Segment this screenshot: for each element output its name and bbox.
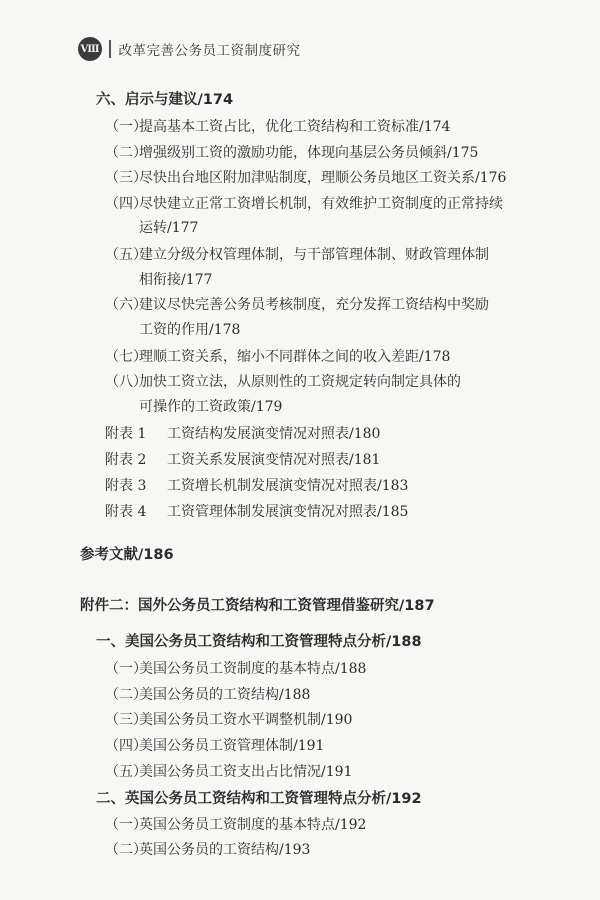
toc-item[interactable] [105,296,489,314]
toc-item-number: （五） [105,764,147,780]
toc-item-text: 美国公务员工资支出占比情况/191 [139,764,353,780]
table-label: 附表 2 [105,452,147,468]
toc-item-text: 美国公务员工资管理体制/191 [139,738,325,754]
toc-item[interactable] [105,144,478,162]
page-number-badge: Ⅷ [78,37,102,61]
toc-section-uk[interactable]: 二、英国公务员工资结构和工资管理特点分析/192 [96,791,422,807]
toc-item[interactable] [105,711,352,729]
toc-item-text: 美国公务员工资制度的基本特点/188 [139,661,367,677]
toc-item[interactable] [105,841,310,859]
toc-section-6[interactable]: 六、启示与建议/174 [96,92,234,108]
toc-item[interactable] [105,816,366,834]
toc-item-text: 理顺工资关系，缩小不同群体之间的收入差距/178 [139,349,451,365]
table-title: 工资结构发展演变情况对照表/180 [167,426,381,442]
toc-item-number: （一） [105,817,147,833]
toc-table-entry[interactable] [105,503,408,521]
toc-item-text: 建议尽快完善公务员考核制度，充分发挥工资结构中奖励 [139,297,489,313]
toc-item-continuation[interactable]: 可操作的工资政策/179 [139,399,283,415]
toc-item[interactable] [105,686,310,704]
toc-table-entry[interactable] [105,451,380,469]
toc-item-text: 美国公务员的工资结构/188 [139,687,311,703]
toc-appendix-2[interactable]: 附件二：国外公务员工资结构和工资管理借鉴研究/187 [80,598,435,614]
toc-item-text: 建立分级分权管理体制，与干部管理体制、财政管理体制 [139,247,489,263]
toc-table-entry[interactable] [105,477,408,495]
toc-item-number: （三） [105,712,147,728]
toc-item-number: （一） [105,119,147,135]
toc-item[interactable] [105,373,461,391]
toc-item-text: 英国公务员的工资结构/193 [139,842,311,858]
table-label: 附表 4 [105,504,147,520]
toc-item-number: （四） [105,738,147,754]
toc-item-number: （六） [105,297,147,313]
table-title: 工资管理体制发展演变情况对照表/185 [167,504,409,520]
toc-item-number: （四） [105,196,147,212]
toc-item-text: 英国公务员工资制度的基本特点/192 [139,817,367,833]
toc-item-text: 美国公务员工资水平调整机制/190 [139,712,353,728]
toc-item-continuation[interactable]: 工资的作用/178 [139,322,241,338]
toc-section-us[interactable]: 一、美国公务员工资结构和工资管理特点分析/188 [96,634,422,650]
toc-item-text: 尽快出台地区附加津贴制度，理顺公务员地区工资关系/176 [139,170,507,186]
toc-item-number: （三） [105,170,147,186]
table-label: 附表 1 [105,426,147,442]
toc-item-text: 尽快建立正常工资增长机制，有效维护工资制度的正常持续 [139,196,503,212]
running-header [78,36,301,62]
toc-item-number: （五） [105,247,147,263]
toc-item[interactable] [105,118,450,136]
toc-item[interactable] [105,660,366,678]
table-title: 工资增长机制发展演变情况对照表/183 [167,478,409,494]
book-title: 改革完善公务员工资制度研究 [118,43,301,59]
toc-item-text: 增强级别工资的激励功能，体现向基层公务员倾斜/175 [139,145,479,161]
toc-item-continuation[interactable]: 运转/177 [139,220,199,236]
toc-references[interactable]: 参考文献/186 [80,547,174,563]
toc-item-number: （一） [105,661,147,677]
toc-item[interactable] [105,169,506,187]
toc-item-text: 加快工资立法，从原则性的工资规定转向制定具体的 [139,374,461,390]
header-divider [109,40,111,58]
table-label: 附表 3 [105,478,147,494]
toc-item-number: （七） [105,349,147,365]
toc-item-number: （二） [105,145,147,161]
table-title: 工资关系发展演变情况对照表/181 [167,452,381,468]
toc-item[interactable] [105,246,489,264]
toc-item[interactable] [105,195,503,213]
toc-item-number: （二） [105,842,147,858]
toc-item-number: （八） [105,374,147,390]
toc-item-number: （二） [105,687,147,703]
toc-item-text: 提高基本工资占比，优化工资结构和工资标准/174 [139,119,451,135]
toc-item[interactable] [105,737,324,755]
toc-item[interactable] [105,763,352,781]
toc-item[interactable] [105,348,450,366]
toc-item-continuation[interactable]: 相衔接/177 [139,272,213,288]
toc-table-entry[interactable] [105,425,380,443]
